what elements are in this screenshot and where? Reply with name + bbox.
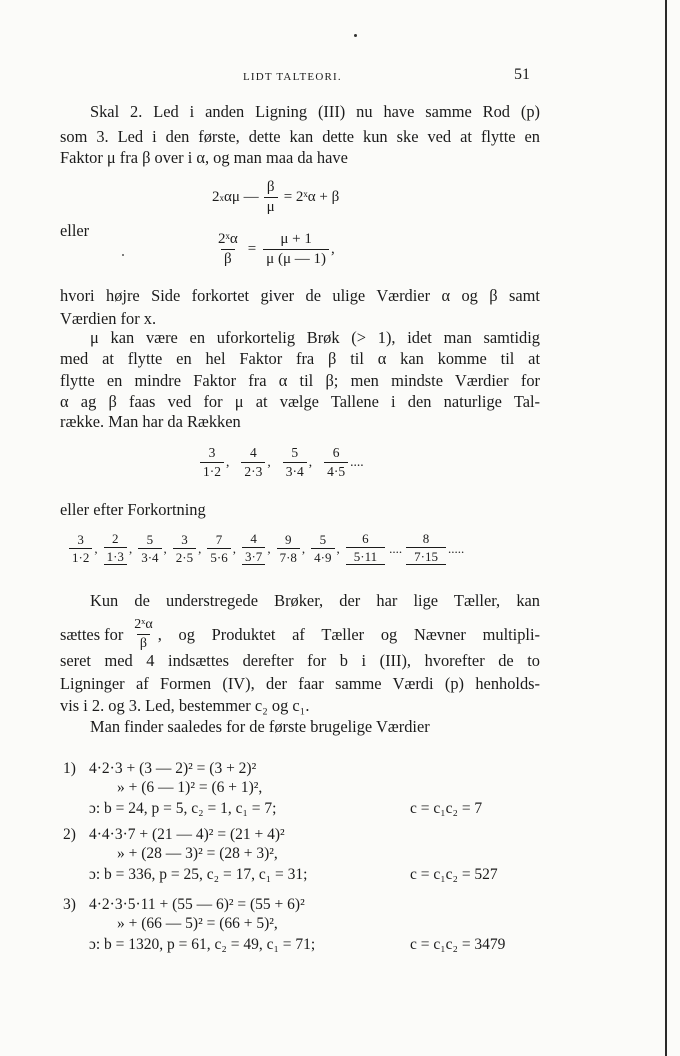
series-1: 3 1·2 , 4 2·3 , 5 3·4 , 6 4·5 .... (198, 446, 364, 478)
series2-fraction-underlined: 2 1·3 (104, 532, 127, 565)
intro-line-2: som 3. Led i den første, dette kan dette kun ske ved at flytte en (60, 127, 540, 146)
para2-line-1: hvori højre Side forkortet giver de ulige Værdier α og β samt (60, 286, 540, 305)
para4-line-3: seret med 4 indsættes derefter for b i (III), hvorefter de to (60, 651, 540, 670)
equation-1: 2 x αμ — $\frac{\beta}{\mu}$ = 2ˣα + β (212, 179, 340, 215)
example-1-line-a: 4·2·3 + (3 — 2)² = (3 + 2)² (89, 760, 257, 777)
series2-fraction-underlined: 8 7·15 (406, 532, 446, 565)
example-3-label: 3) (63, 896, 76, 913)
series2-fraction: 5 4·9 (311, 533, 334, 564)
example-1-label: 1) (63, 760, 76, 777)
para4-line-5: vis i 2. og 3. Led, bestemmer c₂ og c₁. (60, 696, 310, 715)
eq1-fraction: $\frac{\beta}{\mu}$ (264, 180, 278, 215)
example-2-label: 2) (63, 826, 76, 843)
example-3-line-c: ɔ: b = 1320, p = 61, c₂ = 49, c₁ = 71; (89, 936, 316, 953)
example-2-line-b: » + (28 — 3)² = (28 + 3)², (117, 845, 278, 862)
equation-2: $\frac{\text{2ˣα}}{\beta}$ = $\frac{\mu + 1}{\mu (\mu — 1)}$ , (213, 232, 335, 267)
eq1-coef: 2 (212, 189, 220, 205)
series1-fraction: 5 3·4 (283, 446, 307, 478)
series2-fraction: 3 1·2 (69, 533, 92, 564)
example-2-result: c = c₁c₂ = 527 (410, 866, 498, 883)
series1-fraction: 4 2·3 (241, 446, 265, 478)
series2-fraction: 3 2·5 (173, 533, 196, 564)
eller-label: eller (60, 221, 90, 240)
series2-fraction: 7 5·6 (207, 533, 230, 564)
example-3-line-a: 4·2·3·5·11 + (55 — 6)² = (55 + 6)² (89, 896, 305, 913)
para4-line-4: Ligninger af Formen (IV), der faar samme Værdi (p) henholds- (60, 674, 540, 693)
ink-speck-2 (122, 254, 124, 256)
example-3-line-b: » + (66 — 5)² = (66 + 5)², (117, 915, 278, 932)
para4-line-6: Man finder saaledes for de første brugelige Værdier (90, 717, 430, 736)
series-2: 3 1·2 , 2 1·3 , 5 3·4 , 3 2·5 , 7 5·6 , 4 3·7 , 9 7·8 , 5 4·9 , 6 5·11 .... 8 7·15 ..... (67, 532, 464, 565)
example-2-line-a: 4·4·3·7 + (21 — 4)² = (21 + 4)² (89, 826, 285, 843)
series2-fraction: 9 7·8 (277, 533, 300, 564)
intro-line-3: Faktor μ fra β over i α, og man maa da have (60, 148, 348, 167)
eller-efter-label: eller efter Forkortning (60, 500, 206, 519)
example-3-result: c = c₁c₂ = 3479 (410, 936, 506, 953)
series2-fraction: 5 3·4 (138, 533, 161, 564)
para2-line-2: Værdien for x. (60, 309, 157, 328)
page-number: 51 (514, 66, 530, 83)
ink-speck (354, 34, 357, 37)
page-edge-line (665, 0, 667, 1056)
para3-line-2: med at flytte en hel Faktor fra β til α kan komme til at (60, 349, 540, 368)
eq1-right: = 2ˣα + β (283, 189, 340, 205)
running-title: LIDT TALTEORI. (243, 71, 342, 83)
para3-line-1: μ kan være en uforkortelig Brøk (> 1), idet man samtidig (90, 328, 540, 347)
example-2-line-c: ɔ: b = 336, p = 25, c₂ = 17, c₁ = 31; (89, 866, 308, 883)
example-1-line-b: » + (6 — 1)² = (6 + 1)², (117, 779, 263, 796)
intro-line-1: Skal 2. Led i anden Ligning (III) nu have samme Rod (p) (90, 102, 540, 121)
eq2-left-fraction: $\frac{\text{2ˣα}}{\beta}$ (218, 231, 238, 267)
series2-fraction-underlined: 4 3·7 (242, 532, 265, 565)
series1-fraction: 6 4·5 (324, 446, 348, 478)
series1-ellipsis: .... (350, 454, 364, 469)
series1-fraction: 3 1·2 (200, 446, 224, 478)
example-1-line-c: ɔ: b = 24, p = 5, c₂ = 1, c₁ = 7; (89, 800, 277, 817)
para3-line-3: flytte en mindre Faktor fra α til β; men mindste Værdier for (60, 371, 540, 390)
eq1-term: αμ — (224, 189, 259, 205)
para3-line-4: α ag β faas ved for μ at vælge Tallene i den naturlige Tal- (60, 392, 540, 411)
para4-line-2: sættes for 2ˣα β , og Produktet af Tæller og Nævner multipli- (60, 617, 540, 651)
para4-fraction: 2ˣα β (134, 617, 153, 651)
series2-ellipsis-mid: .... (389, 540, 403, 556)
example-1-result: c = c₁c₂ = 7 (410, 800, 483, 817)
eq2-right-fraction: $\frac{\mu + 1}{\mu (\mu — 1)}$ (263, 232, 329, 267)
para4-line-1: Kun de understregede Brøker, der har lige Tæller, kan (90, 591, 540, 610)
series2-fraction-underlined: 6 5·11 (346, 532, 385, 565)
series2-ellipsis-end: ..... (447, 540, 465, 556)
para3-line-5: række. Man har da Rækken (60, 412, 241, 431)
